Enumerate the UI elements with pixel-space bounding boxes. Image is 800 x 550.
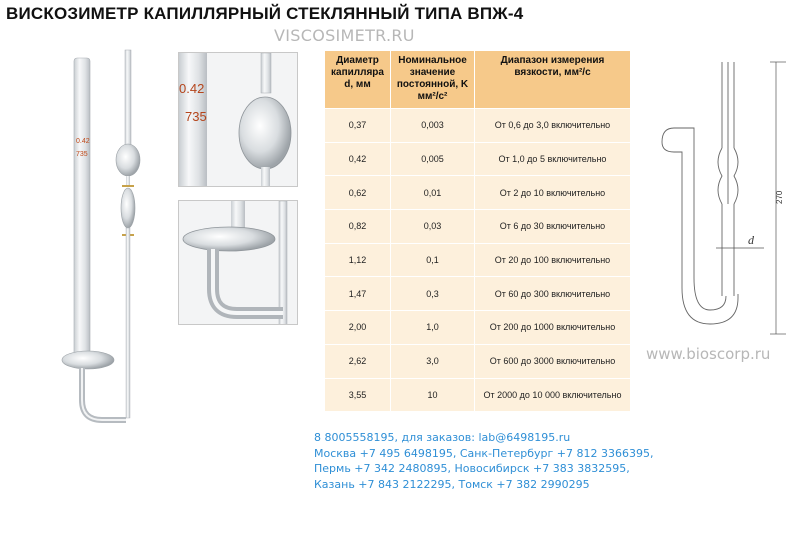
cell-diameter: 0,62 [325,176,391,210]
cell-diameter: 0,37 [325,109,391,143]
viscometer-schematic [652,58,800,348]
cell-constant: 1,0 [391,311,475,345]
header-range: Диапазон измерения вязкости, мм²/с [475,51,631,109]
cell-range: От 20 до 100 включительно [475,243,631,277]
cell-range: От 2 до 10 включительно [475,176,631,210]
cell-diameter: 1,12 [325,243,391,277]
table-row [325,176,631,210]
cell-range: От 600 до 3000 включительно [475,344,631,378]
cell-constant: 0,1 [391,243,475,277]
table-header-row [325,51,631,109]
header-diameter: Диаметр капилляра d, мм [325,51,391,109]
zoom-mark-bottom: 735 [185,109,207,124]
zoom-mark-top: 0.42 [179,81,205,96]
cell-diameter: 0,82 [325,210,391,244]
cell-range: От 60 до 300 включительно [475,277,631,311]
table-row [325,142,631,176]
cell-range: От 1,0 до 5 включительно [475,142,631,176]
spec-table [324,50,631,412]
cell-constant: 0,003 [391,109,475,143]
cell-constant: 0,03 [391,210,475,244]
cell-constant: 0,3 [391,277,475,311]
photo-mark-bottom: 735 [76,151,88,158]
watermark-bioscorp: www.bioscorp.ru [646,345,771,363]
table-row [325,277,631,311]
cell-diameter: 0,42 [325,142,391,176]
cell-diameter: 2,00 [325,311,391,345]
contact-info [314,430,654,492]
contact-line: Казань +7 843 2122295, Томск +7 382 2990295 [314,477,590,491]
cell-range: От 0,6 до 3,0 включительно [475,109,631,143]
photo-mark-top: 0.42 [76,138,90,145]
cell-constant: 10 [391,378,475,412]
zoom-bottom-photo [178,200,298,325]
contact-line: Москва +7 495 6498195, Санк-Петербург +7 812 3366395, [314,446,654,460]
watermark-viscosimetr: VISCOSIMETR.RU [274,26,415,45]
table-row [325,311,631,345]
cell-diameter: 3,55 [325,378,391,412]
cell-constant: 0,005 [391,142,475,176]
table-row [325,109,631,143]
zoom-bulb-photo [178,52,298,187]
cell-constant: 0,01 [391,176,475,210]
table-row [325,210,631,244]
contact-line: 8 8005558195, для заказов: lab@6498195.ru [314,431,571,444]
table-row [325,344,631,378]
viscometer-photo [60,48,160,433]
table-row [325,378,631,412]
cell-range: От 200 до 1000 включительно [475,311,631,345]
page-title: ВИСКОЗИМЕТР КАПИЛЛЯРНЫЙ СТЕКЛЯННЫЙ ТИПА ВПЖ-4 [6,4,524,23]
diameter-label: d [748,233,754,247]
cell-constant: 3,0 [391,344,475,378]
table-row [325,243,631,277]
cell-range: От 2000 до 10 000 включительно [475,378,631,412]
cell-diameter: 1,47 [325,277,391,311]
dimension-label: 270 [775,190,784,204]
cell-diameter: 2,62 [325,344,391,378]
header-constant: Номинальное значение постоянной, K мм²/с² [391,51,475,109]
cell-range: От 6 до 30 включительно [475,210,631,244]
contact-line: Пермь +7 342 2480895, Новосибирск +7 383 3832595, [314,462,630,475]
